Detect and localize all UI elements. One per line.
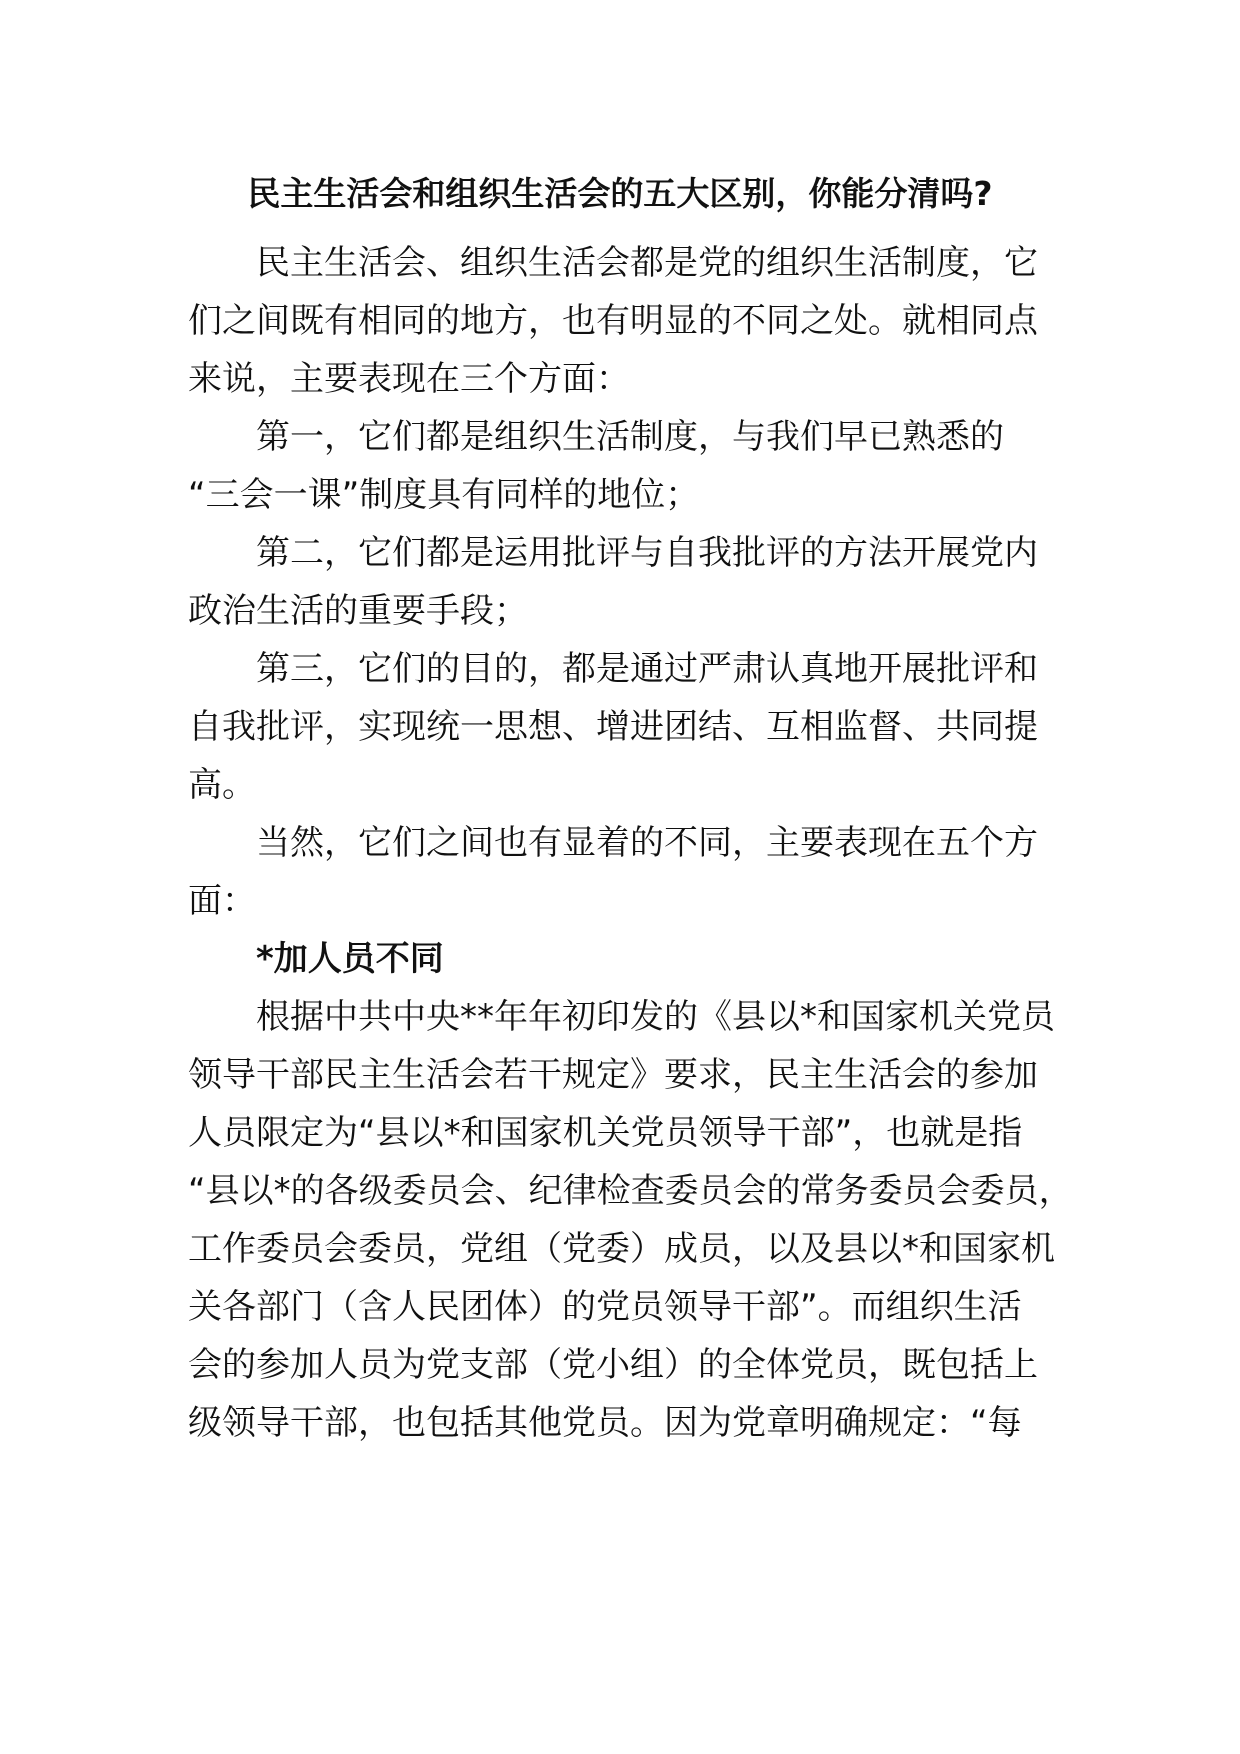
- paragraph-line: 工作委员会委员，党组（党委）成员，以及县以*和国家机: [188, 1229, 1055, 1269]
- paragraph-line: 根据中共中央**年年初印发的《县以*和国家机关党员: [256, 997, 1055, 1037]
- paragraph-line: 们之间既有相同的地方，也有明显的不同之处。就相同点: [188, 301, 1038, 341]
- paragraph-line: 第二，它们都是运用批评与自我批评的方法开展党内: [256, 533, 1038, 573]
- paragraph-line: 来说，主要表现在三个方面：: [188, 359, 630, 399]
- paragraph-line: 人员限定为“县以*和国家机关党员领导干部”，也就是指: [188, 1113, 1023, 1153]
- paragraph-line: “县以*的各级委员会、纪律检查委员会的常务委员会委员，: [188, 1171, 1073, 1211]
- paragraph-line: “三会一课”制度具有同样的地位；: [188, 475, 700, 515]
- section-heading: *加人员不同: [256, 939, 444, 979]
- paragraph-line: 第一，它们都是组织生活制度，与我们早已熟悉的: [256, 417, 1004, 457]
- paragraph-line: 领导干部民主生活会若干规定》要求，民主生活会的参加: [188, 1055, 1038, 1095]
- paragraph-line: 第三，它们的目的，都是通过严肃认真地开展批评和: [256, 649, 1038, 689]
- paragraph-line: 面：: [188, 881, 256, 921]
- paragraph-line: 当然，它们之间也有显着的不同，主要表现在五个方: [256, 823, 1038, 863]
- paragraph-line: 会的参加人员为党支部（党小组）的全体党员，既包括上: [188, 1345, 1038, 1385]
- paragraph-line: 关各部门（含人民团体）的党员领导干部”。而组织生活: [188, 1287, 1022, 1327]
- paragraph-line: 高。: [188, 765, 256, 805]
- paragraph-line: 自我批评，实现统一思想、增进团结、互相监督、共同提: [188, 707, 1038, 747]
- document-title: 民主生活会和组织生活会的五大区别，你能分清吗?: [247, 174, 993, 213]
- paragraph-line: 民主生活会、组织生活会都是党的组织生活制度，它: [256, 243, 1038, 283]
- paragraph-line: 政治生活的重要手段；: [188, 591, 528, 631]
- paragraph-line: 级领导干部，也包括其他党员。因为党章明确规定：“每: [188, 1403, 1022, 1443]
